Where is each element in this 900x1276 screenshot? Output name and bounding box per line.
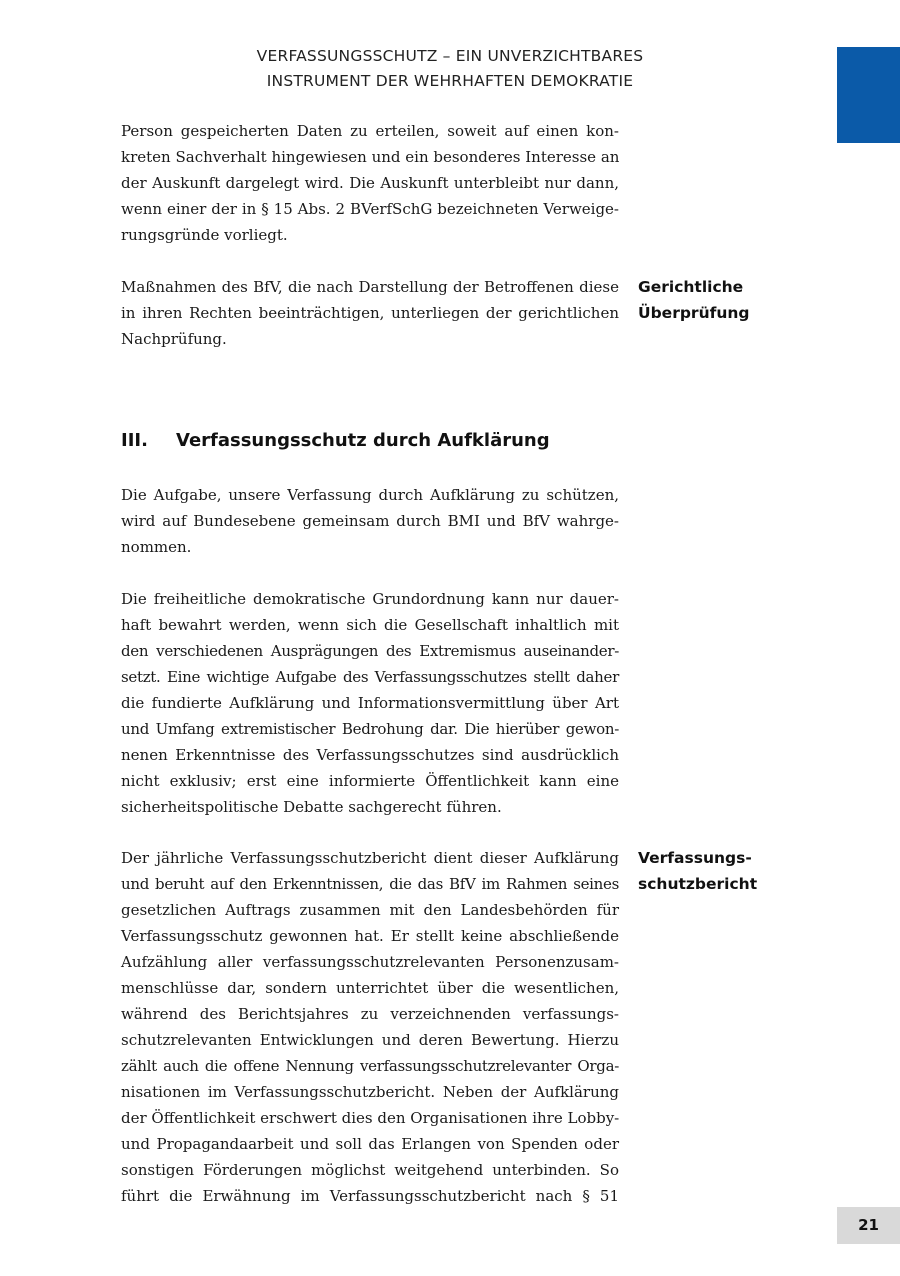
margin-note-line: Gerichtliche	[638, 278, 744, 296]
text-line: Die freiheitliche demokratische Grundordnung kann nur dauer-	[121, 590, 619, 608]
text-line: Nachprüfung.	[121, 330, 227, 348]
text-line: und Propagandaarbeit und soll das Erlangen von Spenden oder	[121, 1135, 619, 1153]
text-line: sicherheitspolitische Debatte sachgerecht führen.	[121, 798, 502, 816]
running-header-line-2: INSTRUMENT DER WEHRHAFTEN DEMOKRATIE	[266, 72, 634, 90]
text-line: sonstigen Förderungen möglichst weitgehend unterbinden. So	[121, 1161, 619, 1179]
text-line: setzt. Eine wichtige Aufgabe des Verfassungsschutzes stellt daher	[121, 668, 619, 686]
margin-note-verfassungsschutzbericht	[638, 845, 818, 897]
text-line: Maßnahmen des BfV, die nach Darstellung der Betroffenen diese	[121, 278, 619, 296]
text-line: während des Berichtsjahres zu verzeichnenden verfassungs-	[121, 1005, 619, 1023]
text-line: gesetzlichen Auftrags zusammen mit den Landesbehörden für	[121, 901, 619, 919]
paragraph-verfassungsschutzbericht	[121, 845, 619, 1209]
text-line: und beruht auf den Erkenntnissen, die das BfV im Rahmen seines	[121, 875, 619, 893]
text-line: in ihren Rechten beeinträchtigen, unterliegen der gerichtlichen	[121, 304, 619, 322]
text-line: der Öffentlichkeit erschwert dies den Organisationen ihre Lobby-	[121, 1109, 620, 1127]
section-number: III.	[121, 430, 148, 451]
text-line: wenn einer der in § 15 Abs. 2 BVerfSchG bezeichneten Verweige-	[121, 200, 619, 218]
section-title: Verfassungsschutz durch Aufklärung	[176, 430, 550, 451]
text-line: rungsgründe vorliegt.	[121, 226, 288, 244]
text-line: schutzrelevanten Entwicklungen und deren Bewertung. Hierzu	[121, 1031, 619, 1049]
text-line: menschlüsse dar, sondern unterrichtet über die wesentlichen,	[121, 979, 619, 997]
text-line: Die Aufgabe, unsere Verfassung durch Aufklärung zu schützen,	[121, 486, 619, 504]
margin-note-gerichtliche-ueberpruefung	[638, 274, 818, 326]
text-line: haft bewahrt werden, wenn sich die Gesellschaft inhaltlich mit	[121, 616, 619, 634]
running-header-line-1: VERFASSUNGSSCHUTZ – EIN UNVERZICHTBARES	[256, 47, 644, 65]
chapter-marker-tab	[837, 47, 900, 143]
running-header	[120, 44, 780, 94]
margin-note-line: Verfassungs-	[638, 849, 752, 867]
text-line: Verfassungsschutz gewonnen hat. Er stellt keine abschließende	[121, 927, 619, 945]
text-line: und Umfang extremistischer Bedrohung dar. Die hierüber gewon-	[121, 720, 619, 738]
margin-note-line: schutzbericht	[638, 875, 758, 893]
text-line: Aufzählung aller verfassungsschutzrelevanten Personenzusam-	[121, 953, 619, 971]
text-line: den verschiedenen Ausprägungen des Extremismus auseinander-	[121, 642, 619, 660]
text-line: Der jährliche Verfassungsschutzbericht dient dieser Aufklärung	[121, 849, 619, 867]
text-line: wird auf Bundesebene gemeinsam durch BMI und BfV wahrge-	[121, 512, 619, 530]
paragraph-auskunft	[121, 118, 619, 248]
text-line: nenen Erkenntnisse des Verfassungsschutzes sind ausdrücklich	[121, 746, 619, 764]
text-line: kreten Sachverhalt hingewiesen und ein besonderes Interesse an	[121, 148, 620, 166]
paragraph-grundordnung	[121, 586, 619, 820]
text-line: nicht exklusiv; erst eine informierte Öffentlichkeit kann eine	[121, 772, 619, 790]
text-line: Person gespeicherten Daten zu erteilen, soweit auf einen kon-	[121, 122, 619, 140]
paragraph-aufgabe	[121, 482, 619, 560]
text-line: die fundierte Aufklärung und Informationsvermittlung über Art	[121, 694, 619, 712]
page-number: 21	[837, 1207, 900, 1244]
section-heading	[121, 427, 621, 455]
paragraph-massnahmen	[121, 274, 619, 352]
text-line: der Auskunft dargelegt wird. Die Auskunft unterbleibt nur dann,	[121, 174, 619, 192]
text-line: nisationen im Verfassungsschutzbericht. Neben der Aufklärung	[121, 1083, 619, 1101]
text-line: zählt auch die offene Nennung verfassungsschutzrelevanter Orga-	[121, 1057, 619, 1075]
text-line: nommen.	[121, 538, 192, 556]
margin-note-line: Überprüfung	[638, 304, 750, 322]
text-line: führt die Erwähnung im Verfassungsschutzbericht nach § 51	[121, 1187, 619, 1205]
